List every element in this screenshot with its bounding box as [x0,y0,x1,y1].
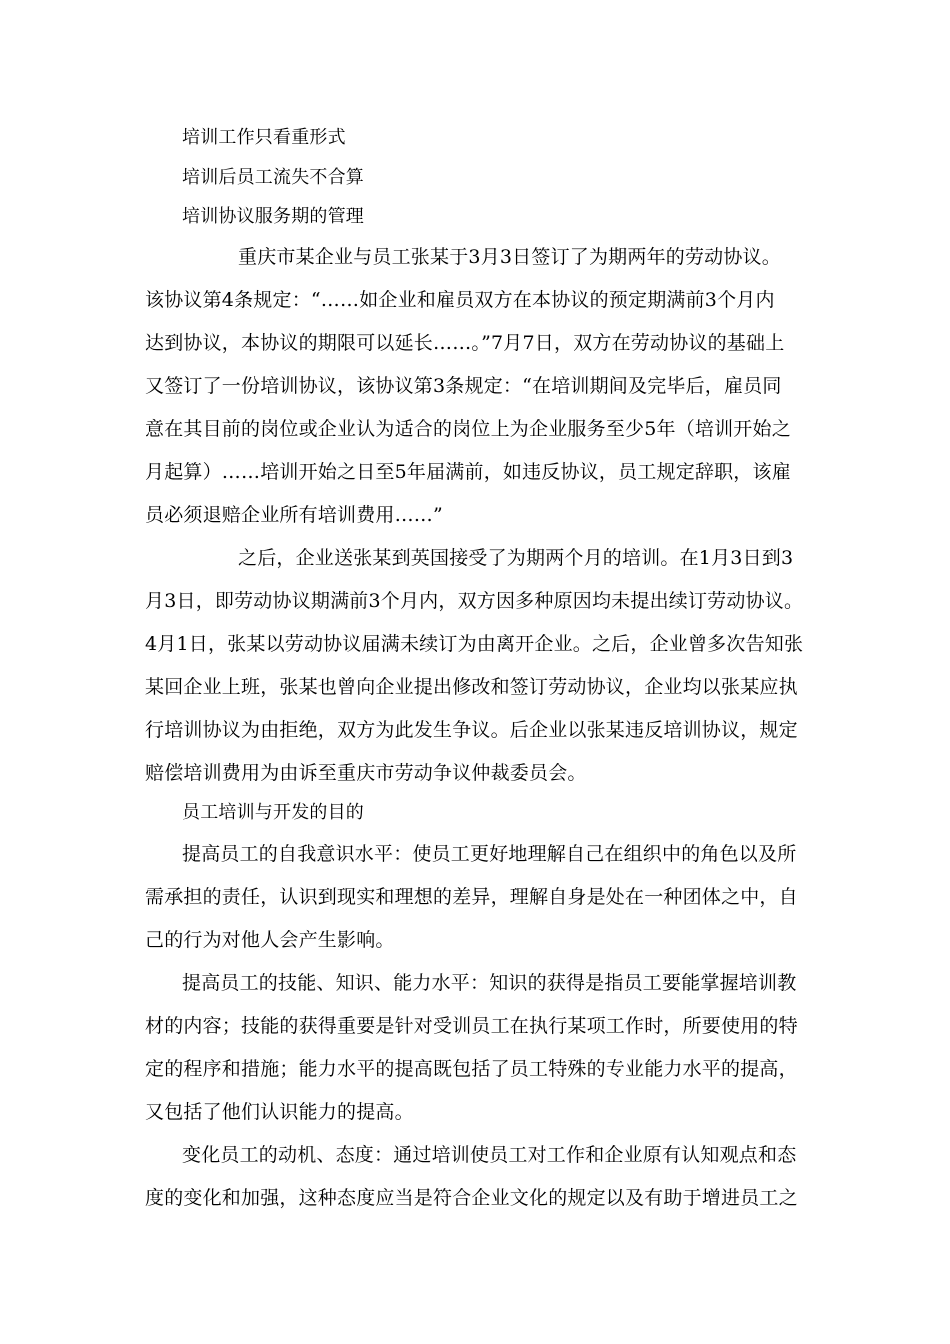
heading-turnover-cost: 培训后员工流失不合算 [182,167,364,188]
para2-line-2: 材的内容；技能的获得重要是针对受训员工在执行某项工作时，所要使用的特 [145,1015,798,1037]
para2-line-3: 定的程序和措施；能力水平的提高既包括了员工特殊的专业能力水平的提高， [145,1058,798,1080]
para1-line-2: 需承担的责任，认识到现实和理想的差异，理解自身是处在一种团体之中，自 [145,886,798,908]
case1-line-1: 重庆市某企业与员工张某于3月3日签订了为期两年的劳动协议。 [238,246,781,268]
case1-line-2: 该协议第4条规定：“……如企业和雇员双方在本协议的预定期满前3个月内 [145,289,775,311]
case1-line-7: 员必须退赔企业所有培训费用……” [145,504,443,526]
case2-line-2: 月3日，即劳动协议期满前3个月内，双方因多种原因均未提出续订劳动协议。 [145,590,804,612]
para3-line-2: 度的变化和加强，这种态度应当是符合企业文化的规定以及有助于增进员工之 [145,1187,798,1209]
case1-line-3: 达到协议，本协议的期限可以延长……。”7月7日，双方在劳动协议的基础上 [145,332,785,354]
para1-line-1: 提高员工的自我意识水平：使员工更好地理解自己在组织中的角色以及所 [182,843,797,865]
para2-line-1: 提高员工的技能、知识、能力水平：知识的获得是指员工要能掌握培训教 [182,972,797,994]
heading-training-purpose: 员工培训与开发的目的 [182,802,364,823]
case1-line-5: 意在其目前的岗位或企业认为适合的岗位上为企业服务至少5年（培训开始之 [145,418,791,440]
case1-line-6: 月起算）……培训开始之日至5年届满前，如违反协议，员工规定辞职，该雇 [145,461,791,483]
case1-line-4: 又签订了一份培训协议，该协议第3条规定：“在培训期间及完毕后，雇员同 [145,375,782,397]
para1-line-3: 己的行为对他人会产生影响。 [145,929,395,951]
case2-line-4: 某回企业上班，张某也曾向企业提出修改和签订劳动协议，企业均以张某应执 [145,676,798,698]
case2-line-5: 行培训协议为由拒绝，双方为此发生争议。后企业以张某违反培训协议，规定 [145,719,798,741]
case2-line-6: 赔偿培训费用为由诉至重庆市劳动争议仲裁委员会。 [145,762,587,784]
case2-line-1: 之后，企业送张某到英国接受了为期两个月的培训。在1月3日到3 [238,547,794,569]
heading-training-formality: 培训工作只看重形式 [182,127,346,148]
para2-line-4: 又包括了他们认识能力的提高。 [145,1101,414,1123]
para3-line-1: 变化员工的动机、态度：通过培训使员工对工作和企业原有认知观点和态 [182,1144,797,1166]
case2-line-3: 4月1日，张某以劳动协议届满未续订为由离开企业。之后，企业曾多次告知张 [145,633,804,655]
heading-service-period: 培训协议服务期的管理 [182,206,364,227]
